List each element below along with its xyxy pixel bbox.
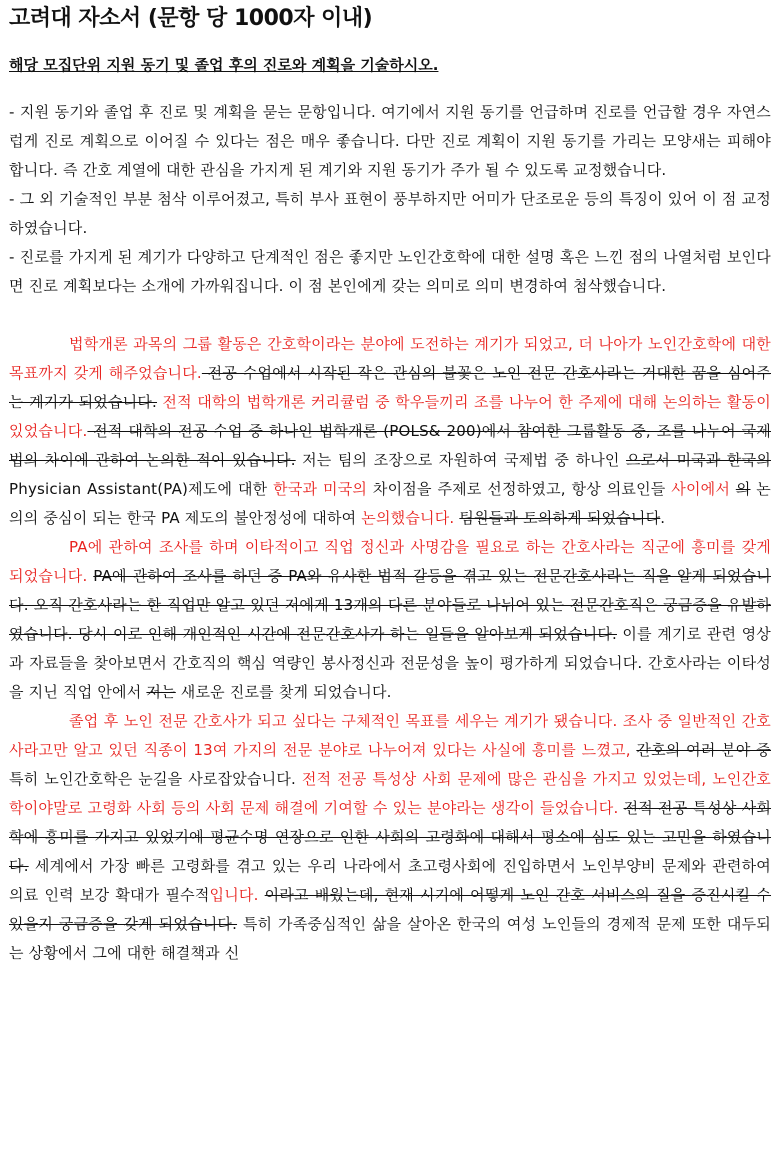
revised-text: 논의했습니다. [361,509,455,527]
review-notes [9,98,771,301]
deleted-text: PA에 관하여 조사를 하던 중 PA와 유사한 법적 갈등을 겪고 있는 전문간호사라는 직을 알게 되었습니다. 오직 간호사라는 한 직업만 알고 있던 저에게 13개의 다른 분야들로 나뉘어 있는 전문간호직은 궁금증을 유발하였습니다. 당시 이로 인해 개인적인 시간에 전문간호사가 하는 일들을 알아보게 되었습니다. [9,567,771,643]
deleted-text: 팀원들과 토의하게 되었습니다 [459,509,661,527]
revised-text: 사이에서 [671,480,731,498]
revised-text: 법학개론 과목의 그룹 활동은 간호학이라는 분야에 도전하는 계기가 되었고, 더 나아가 노인간호학에 대한 목표까지 갖게 해주었습니다. [9,335,771,382]
section-spacer [9,301,771,330]
revised-text: 한국과 미국의 [273,480,368,498]
deleted-text: 전적 대학의 전공 수업 중 하나인 법학개론 (POLS& 200)에서 참여한 그룹활동 중, 조를 나누어 국제법의 차이에 관하여 논의한 적이 있습니다. [9,422,771,469]
essay-paragraph [9,707,771,968]
revised-text: PA에 관하여 조사를 하며 이타적이고 직업 정신과 사명감을 필요로 하는 간호사라는 직군에 흥미를 갖게 되었습니다. [9,538,771,585]
revised-text: 졸업 후 노인 전문 간호사가 되고 싶다는 구체적인 목표를 세우는 계기가 됐습니다. 조사 중 일반적인 간호사라고만 알고 있던 직종이 13여 가지의 전문 분야로 나누어져 있다는 사실에 흥미를 느꼈고, [9,712,771,759]
revised-text: 전적 전공 특성상 사회 문제에 많은 관심을 가지고 있었는데, 노인간호학이야말로 고령화 사회 등의 사회 문제 해결에 기여할 수 있는 분야라는 생각이 들었습니다. [9,770,771,817]
essay-body [9,330,771,968]
document-title: 고려대 자소서 (문항 당 1000자 이내) [9,6,373,31]
deleted-text: 으로서 미국과 한국의 [625,451,771,469]
body-text: Physician Assistant(PA)제도에 대한 [9,480,274,498]
review-note: - 진로를 가지게 된 계기가 다양하고 단계적인 점은 좋지만 노인간호학에 대한 설명 혹은 느낀 점의 나열처럼 보인다면 진로 계획보다는 소개에 가까워집니다. 이 점 본인에게 갖는 의미로 의미 변경하여 첨삭했습니다. [9,248,771,295]
revised-text: 입니다. [209,886,259,904]
review-note: - 그 외 기술적인 부분 첨삭 이루어졌고, 특히 부사 표현이 풍부하지만 어미가 단조로운 등의 특징이 있어 이 점 교정하였습니다. [9,190,771,237]
deleted-text: 의 [735,480,751,498]
deleted-text: 전적 전공 특성상 사회학에 흥미를 가지고 있었기에 평균수명 연장으로 인한 사회의 고령화에 대해서 평소에 심도 있는 고민을 하였습니다. [9,799,772,875]
deleted-text: 전공 수업에서 시작된 작은 관심의 불꽃은 노인 전문 간호사라는 거대한 꿈을 심어주는 계기가 되었습니다. [9,364,771,411]
essay-question: 해당 모집단위 지원 동기 및 졸업 후의 진로와 계획을 기술하시오. [9,56,439,74]
deleted-text: 저는 [146,683,176,701]
body-text: 저는 팀의 조장으로 자원하여 국제법 중 하나인 [295,451,626,469]
body-text: 특히 노인간호학은 눈길을 사로잡았습니다. [9,770,302,788]
deleted-text: 간호의 여러 분야 중 [636,741,771,759]
body-text: 특히 가족중심적인 삶을 살아온 한국의 여성 노인들의 경제적 문제 또한 대두되는 상황에서 그에 대한 해결책과 신 [9,915,771,962]
body-text: 이를 계기로 관련 영상과 자료들을 찾아보면서 간호직의 핵심 역량인 봉사정신과 전문성을 높이 평가하게 되었습니다. 간호사라는 이타성을 지닌 직업 안에서 [9,625,771,701]
deleted-text: 이라고 배웠는데, 현재 시기에 어떻게 노인 간호 서비스의 질을 증진시킬 수 있을지 궁금증을 갖게 되었습니다. [9,886,772,933]
body-text: . [660,509,666,527]
essay-paragraph [9,330,771,533]
revised-text: 전적 대학의 법학개론 커리큘럼 중 학우들끼리 조를 나누어 한 주제에 대해 논의하는 활동이 있었습니다. [9,393,771,440]
body-text: 차이점을 주제로 선정하였고, 항상 의료인들 [367,480,672,498]
review-note: - 지원 동기와 졸업 후 진로 및 계획을 묻는 문항입니다. 여기에서 지원 동기를 언급하며 진로를 언급할 경우 자연스럽게 진로 계획으로 이어질 수 있다는 점은 매우 좋습니다. 다만 진로 계획이 지원 동기를 가리는 모양새는 피해야 합니다. 즉 간호 계열에 대한 관심을 가지게 된 계기와 지원 동기가 주가 될 수 있도록 교정했습니다. [9,103,771,179]
essay-paragraph [9,533,771,707]
body-text: 세계에서 가장 빠른 고령화를 겪고 있는 우리 나라에서 초고령사회에 진입하면서 노인부양비 문제와 관련하여 의료 인력 보강 확대가 필수적 [9,857,771,904]
body-text: 새로운 진로를 찾게 되었습니다. [175,683,392,701]
body-text: 논의의 중심이 되는 한국 PA 제도의 불안정성에 대하여 [9,480,771,527]
